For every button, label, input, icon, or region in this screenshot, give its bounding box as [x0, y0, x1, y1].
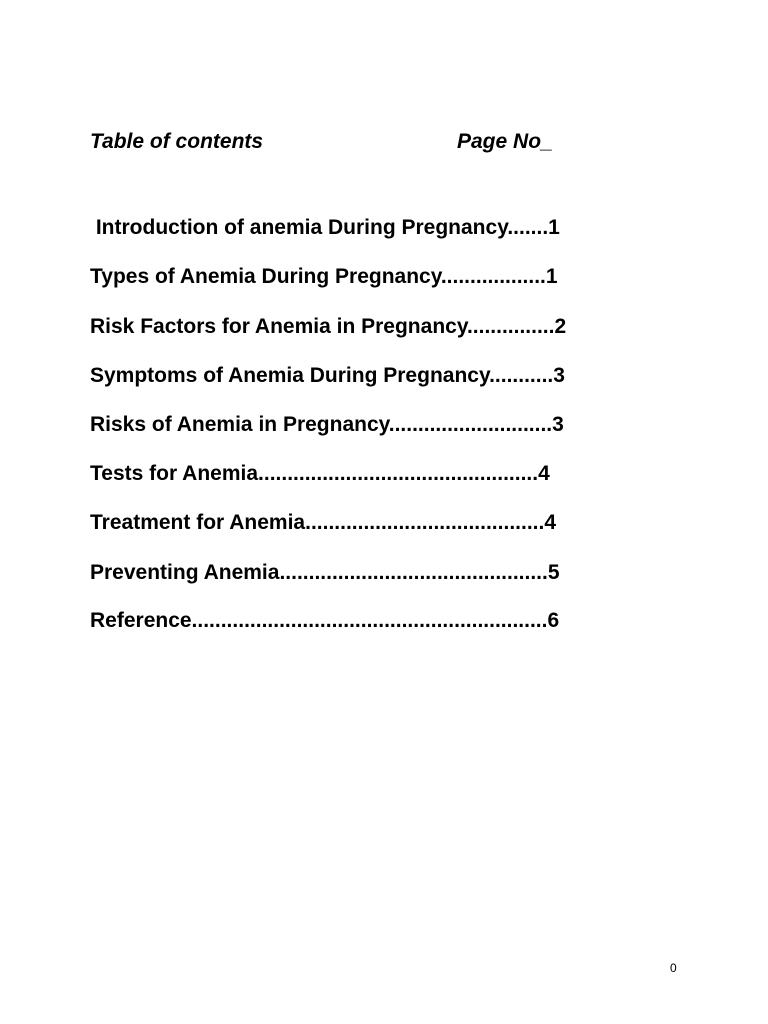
toc-heading — [90, 130, 553, 226]
toc-entry-introduction: Introduction of anemia During Pregnancy.......1 — [90, 216, 560, 239]
toc-entry-reference: Reference.............................................................6 — [90, 609, 560, 632]
page-number: 0 — [670, 961, 677, 975]
toc-entry-types: Types of Anemia During Pregnancy..................1 — [90, 265, 558, 288]
toc-entry-symptoms: Symptoms of Anemia During Pregnancy...........3 — [90, 364, 565, 387]
toc-entry-tests: Tests for Anemia................................................4 — [90, 462, 550, 485]
toc-entry-preventing: Preventing Anemia..............................................5 — [90, 561, 560, 584]
page-no-label: Page No_ — [457, 130, 553, 153]
toc-entry-risks: Risks of Anemia in Pregnancy............................3 — [90, 413, 564, 436]
toc-entry-risk-factors: Risk Factors for Anemia in Pregnancy...............2 — [90, 315, 567, 338]
toc-title: Table of contents — [90, 130, 264, 153]
toc-entry-treatment: Treatment for Anemia.........................................4 — [90, 511, 556, 534]
